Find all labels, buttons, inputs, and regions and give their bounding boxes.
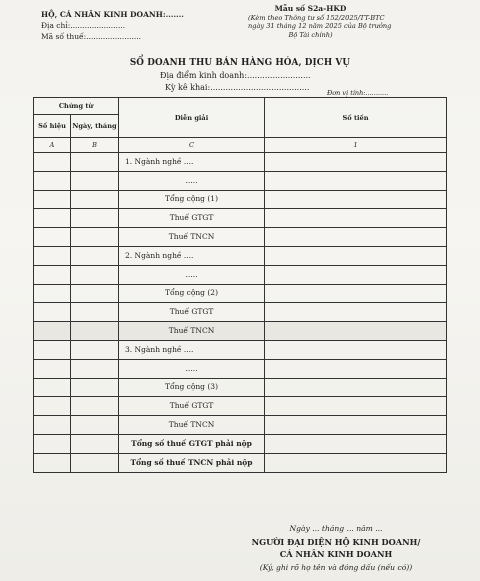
table-row [34,340,447,359]
address-line: Địa chỉ:....................... [41,21,126,30]
row-description: Thuế GTGT [119,209,265,228]
table-row [34,284,447,303]
revenue-ledger-table [33,97,447,473]
signer-title-line2: CÁ NHÂN KINH DOANH [279,549,393,559]
row-description: Thuế TNCN [119,228,265,247]
row-description: ..... [119,171,265,190]
row-description: 3. Ngành nghề .... [119,340,265,359]
row-description: Tổng số thuế TNCN phải nộp [119,453,265,472]
table-row [34,265,447,284]
row-description: ..... [119,265,265,284]
tax-code-line: Mã số thuế:....................... [41,32,142,41]
voucher-number-header: Số hiệu [34,115,71,138]
table-row [34,359,447,378]
table-row [34,171,447,190]
business-name-line: HỘ, CÁ NHÂN KINH DOANH:....... [41,10,184,19]
table-row [34,246,447,265]
table-row [34,209,447,228]
row-description: 2. Ngành nghề .... [119,246,265,265]
table-row [34,190,447,209]
table-row [34,397,447,416]
table-row [34,453,447,472]
column-code: A [34,138,71,153]
table-row [34,228,447,247]
table-row [34,434,447,453]
description-header: Diễn giải [119,98,265,138]
declaration-period-line: Kỳ kê khai:....................................... [165,83,310,92]
column-code-row [34,138,447,153]
document-title: SỔ DOANH THU BÁN HÀNG HÓA, DỊCH VỤ [129,58,351,68]
issuing-ministry: Bộ Tài chính) [288,30,333,39]
circular-date: ngày 31 tháng 12 năm 2025 của Bộ trưởng [248,22,392,31]
business-location-line: Địa điểm kinh doanh:......................... [160,71,311,80]
row-description: ..... [119,359,265,378]
row-description: Tổng số thuế GTGT phải nộp [119,434,265,453]
row-description: Thuế TNCN [119,416,265,435]
circular-reference: (Kèm theo Thông tư số 152/2025/TT-BTC [248,13,385,22]
table-row [34,378,447,397]
column-code: 1 [265,138,447,153]
row-description: Tổng cộng (3) [119,378,265,397]
row-description: Thuế GTGT [119,397,265,416]
signer-title-line1: NGƯỜI ĐẠI DIỆN HỘ KINH DOANH/ [251,537,421,547]
form-number: Mẫu số S2a-HKD [274,4,347,13]
voucher-date-header: Ngày, tháng [71,115,119,138]
voucher-header: Chứng từ [34,98,119,115]
business-info-block [41,9,184,42]
row-description: Thuế TNCN [119,322,265,341]
table-row [34,303,447,322]
row-description: Tổng cộng (2) [119,284,265,303]
column-code: C [119,138,265,153]
row-description: Thuế GTGT [119,303,265,322]
table-header-row [34,98,447,115]
row-description: 1. Ngành nghề .... [119,153,265,172]
form-reference-block [248,4,392,39]
table-row [34,153,447,172]
column-code: B [71,138,119,153]
signature-instruction: (Ký, ghi rõ họ tên và đóng dấu (nếu có)) [259,563,413,572]
unit-of-measure: Đơn vị tính:........... [327,89,389,97]
table-row [34,322,447,341]
row-description: Tổng cộng (1) [119,190,265,209]
table-row [34,416,447,435]
amount-header: Số tiền [265,98,447,138]
signature-date: Ngày ... tháng ... năm ... [289,524,383,533]
